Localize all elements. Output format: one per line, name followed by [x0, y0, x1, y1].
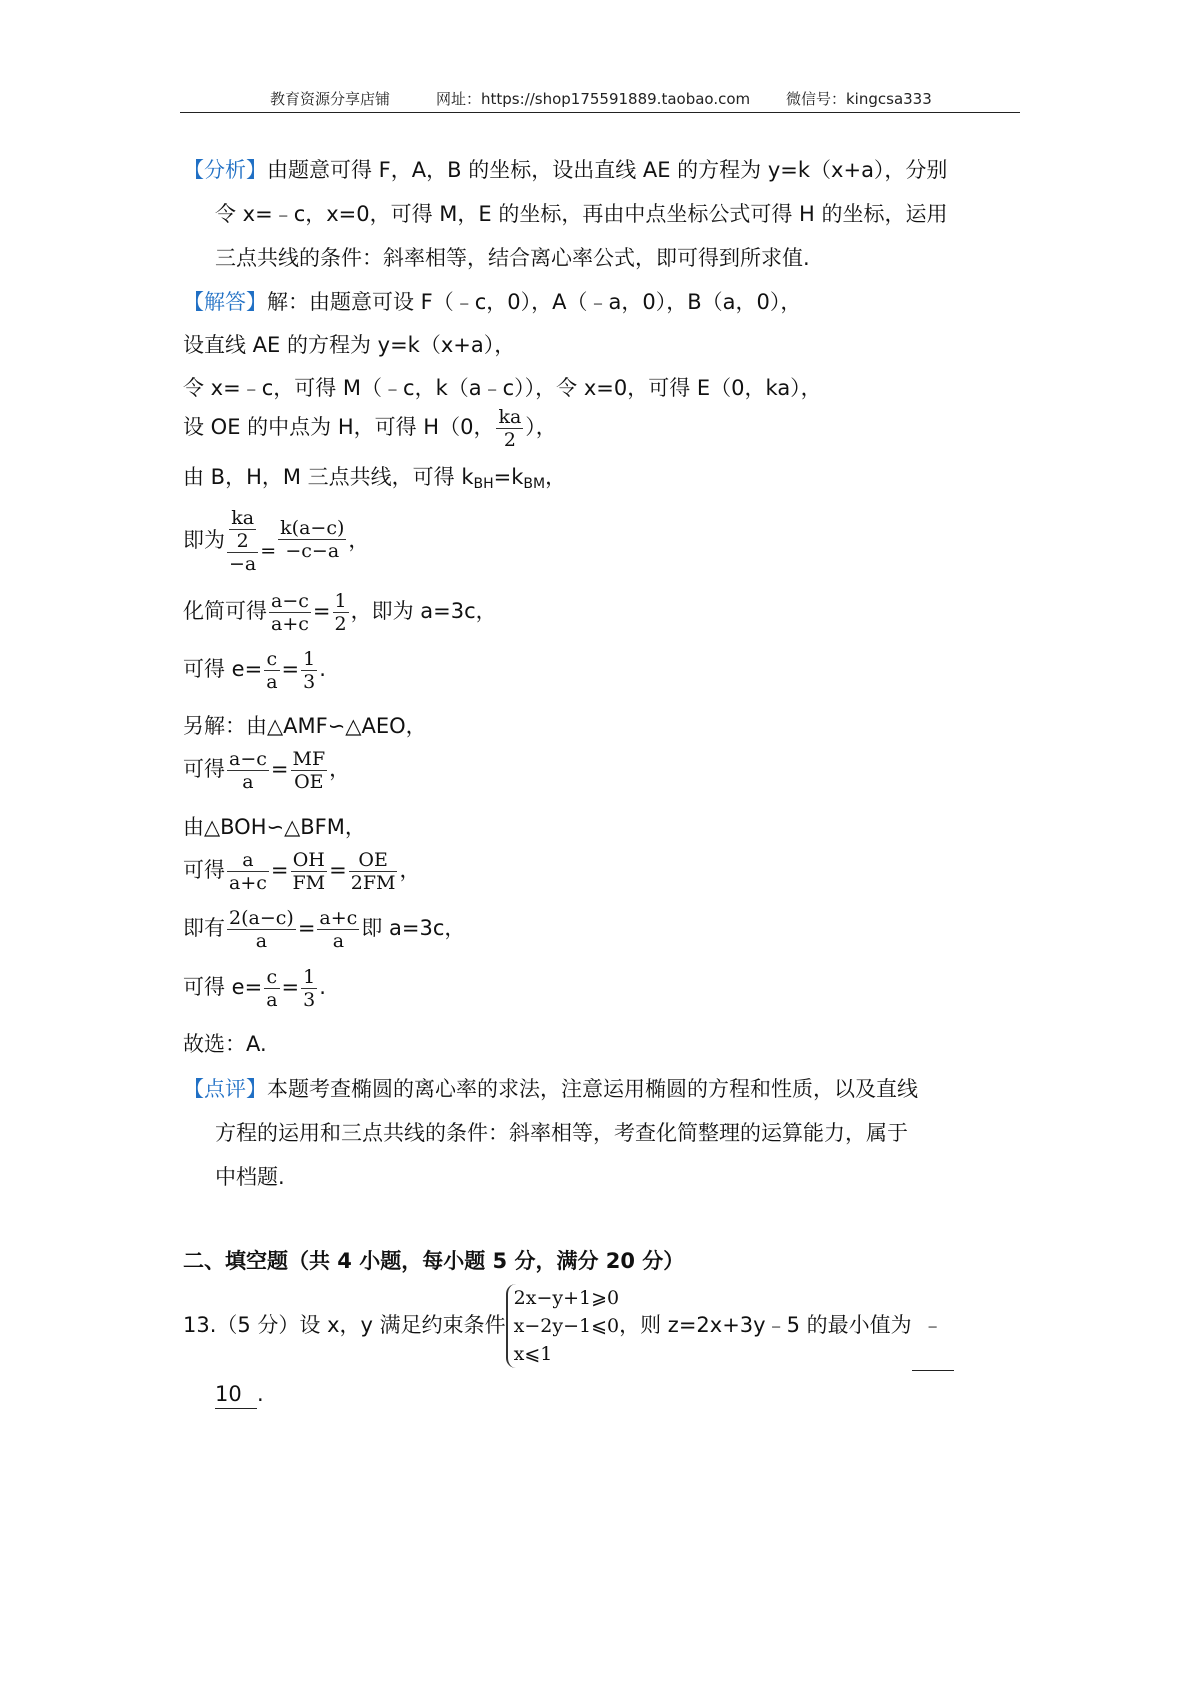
- answer-blank: ﹣: [912, 1280, 954, 1371]
- fraction: $\frac{c}{a}$: [266, 965, 278, 1011]
- analysis-tag: 【分析】: [183, 158, 267, 182]
- page-header: [180, 80, 1020, 113]
- fraction: $\frac{k(a-c)}{-c-a}$: [280, 517, 345, 562]
- answer-line-7: 化简可得 $\frac{a-c}{a+c}$ = $\frac{1}{2}$ ，即为 a=3c，: [183, 589, 497, 635]
- answer-line-4: 设 OE 的中点为 H，可得 H（0， $\frac{ka}{2}$ ），: [183, 405, 557, 451]
- question-13: 13.（5 分）设 x，y 满足约束条件 2x−y+1⩾0 x−2y−1⩽0 x⩽1 ，则 z=2x+3y﹣5 的最小值为 ﹣: [183, 1280, 954, 1371]
- answer-line-8: 可得 e= $\frac{c}{a}$ = $\frac{1}{3}$ .: [183, 647, 326, 693]
- constraint-system: 2x−y+1⩾0 x−2y−1⩽0 x⩽1: [506, 1284, 619, 1368]
- header-url[interactable]: 网址：https://shop175591889.taobao.com: [436, 90, 751, 108]
- answer-tag: 【解答】: [183, 290, 267, 314]
- alt-line-3: 由△BOH∽△BFM，: [183, 815, 366, 839]
- alt-line-1: 另解：由△AMF∽△AEO，: [183, 714, 427, 738]
- fraction: $\frac{a+c}{a}$: [319, 906, 358, 952]
- comment-text-1: 本题考查椭圆的离心率的求法，注意运用椭圆的方程和性质，以及直线: [267, 1077, 918, 1101]
- analysis-line-3: 三点共线的条件：斜率相等，结合离心率公式，即可得到所求值.: [215, 246, 810, 270]
- answer-text-1: 解：由题意可设 F（﹣c，0），A（﹣a，0），B（a，0），: [267, 290, 802, 314]
- header-wechat: 微信号：kingcsa333: [786, 90, 932, 108]
- fraction: $\frac{1}{2}$: [334, 589, 347, 635]
- alt-line-4: 可得 $\frac{a}{a+c}$ = $\frac{OH}{FM}$ = $\frac{OE}{2FM}$ ，: [183, 848, 421, 894]
- analysis-text-1: 由题意可得 F，A，B 的坐标，设出直线 AE 的方程为 y=k（x+a），分别: [267, 158, 948, 182]
- fraction: $\frac{a-c}{a}$: [229, 747, 267, 793]
- analysis-line-1: [183, 156, 947, 184]
- fraction: $\frac{2(a-c)}{a}$: [229, 906, 294, 952]
- fraction: $\frac{1}{3}$: [303, 647, 316, 693]
- answer-choice: 故选：A.: [183, 1032, 267, 1056]
- fraction: $\frac{a}{a+c}$: [229, 848, 267, 894]
- fraction: $\frac{c}{a}$: [266, 647, 278, 693]
- answer-line-2: 设直线 AE 的方程为 y=k（x+a），: [183, 333, 516, 357]
- header-shop: 教育资源分享店铺: [270, 90, 391, 108]
- alt-line-5: 即有 $\frac{2(a-c)}{a}$ = $\frac{a+c}{a}$ 即 a=3c，: [183, 906, 466, 952]
- fraction: $\frac{a-c}{a+c}$: [271, 589, 309, 635]
- comment-line-2: 方程的运用和三点共线的条件：斜率相等，考查化简整理的运算能力，属于: [215, 1121, 908, 1145]
- comment-line-1: [183, 1075, 918, 1103]
- comment-tag: 【点评】: [183, 1077, 267, 1101]
- alt-line-2: 可得 $\frac{a-c}{a}$ = $\frac{MF}{OE}$ ，: [183, 747, 351, 793]
- analysis-line-2: 令 x=﹣c，x=0，可得 M，E 的坐标，再由中点坐标公式可得 H 的坐标，运用: [215, 202, 948, 226]
- answer-blank-value: 10: [215, 1380, 257, 1409]
- answer-line-6: 即为 $\frac{\frac{ka}{2}}{-a}$ = $\frac{k(a-c)}{-c-a}$ ，: [183, 507, 370, 575]
- fraction: $\frac{MF}{OE}$: [292, 747, 326, 793]
- compound-fraction: $\frac{\frac{ka}{2}}{-a}$: [229, 507, 257, 575]
- fraction: $\frac{ka}{2}$: [498, 405, 522, 451]
- answer-line-1: [183, 288, 801, 316]
- answer-line-3: 令 x=﹣c，可得 M（﹣c，k（a﹣c）），令 x=0，可得 E（0，ka），: [183, 376, 822, 400]
- comment-line-3: 中档题.: [215, 1165, 285, 1189]
- question-13-line-2: 10 .: [215, 1380, 264, 1409]
- alt-line-6: 可得 e= $\frac{c}{a}$ = $\frac{1}{3}$ .: [183, 965, 326, 1011]
- fraction: $\frac{OH}{FM}$: [292, 848, 326, 894]
- fraction: $\frac{OE}{2FM}$: [350, 848, 396, 894]
- answer-line-5: 由 B，H，M 三点共线，可得 $k_{BH}=k_{BM}$，: [183, 465, 567, 492]
- fraction: $\frac{1}{3}$: [303, 965, 316, 1011]
- section-title: 二、填空题（共 4 小题，每小题 5 分，满分 20 分）: [183, 1249, 685, 1273]
